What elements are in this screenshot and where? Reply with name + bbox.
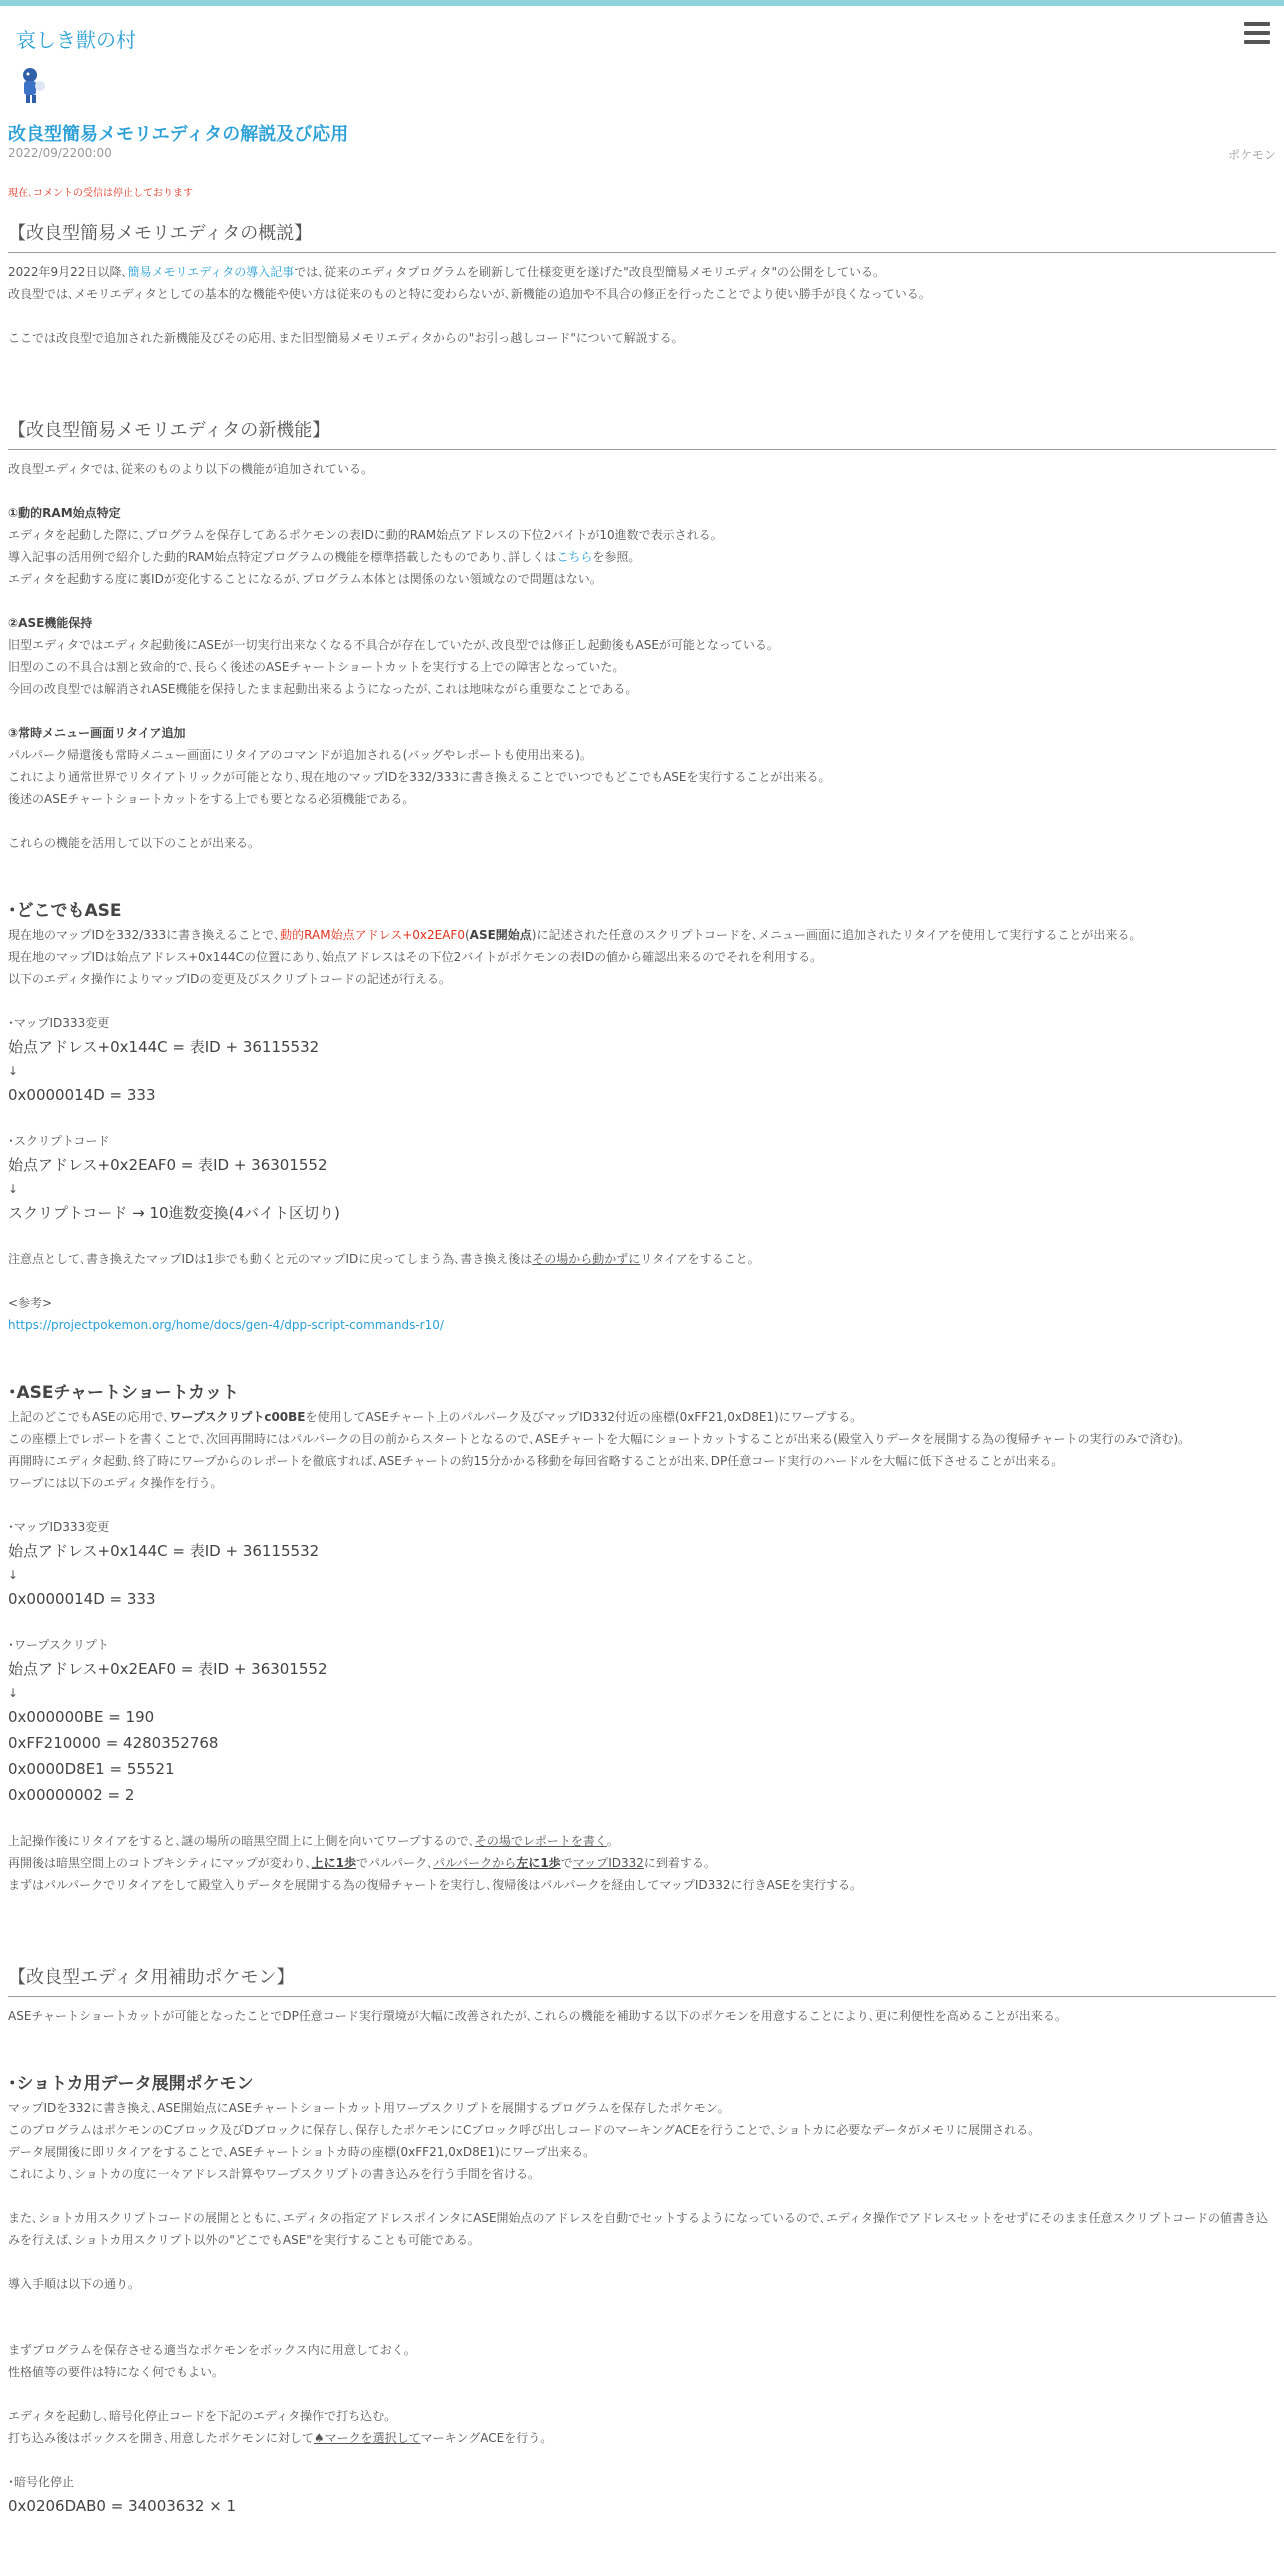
paragraph: 上記操作後にリタイアをすると､謎の場所の暗黒空間上に上側を向いてワープするので､その場でレポートを書く｡ bbox=[8, 1834, 613, 1848]
paragraph: このプログラムはポケモンのCブロック及びDブロックに保存し､保存したポケモンにCブロック呼び出しコードのマーキングACEを行うことで､ショトカに必要なデータがメモリに展開される｡ bbox=[8, 2123, 1035, 2137]
site-header bbox=[0, 6, 1284, 64]
paragraph bbox=[8, 1314, 1276, 1336]
avatar bbox=[16, 66, 50, 106]
arrow: ↓ bbox=[8, 1568, 19, 1582]
code-line: 始点アドレス+0x2EAF0 = 表ID + 36301552 bbox=[8, 1660, 328, 1678]
paragraph: 注意点として､書き換えたマップIDは1歩でも動くと元のマップIDに戻ってしまう為､書き換え後はその場から動かずにリタイアをすること｡ bbox=[8, 1252, 754, 1266]
code-line: 始点アドレス+0x2EAF0 = 表ID + 36301552 bbox=[8, 1156, 328, 1174]
paragraph: この座標上でレポートを書くことで､次回再開時にはパルパークの目の前からスタートとなるので､ASEチャートを大幅にショートカットすることが出来る(殿堂入りデータを展開する為の復帰チャートの実行のみで済む)｡ bbox=[8, 1432, 1185, 1446]
paragraph: 打ち込み後はボックスを開き､用意したポケモンに対して♠マークを選択してマーキングACEを行う｡ bbox=[8, 2431, 547, 2445]
paragraph: 改良型エディタでは､従来のものより以下の機能が追加されている｡ bbox=[8, 462, 368, 476]
paragraph: 改良型では､メモリエディタとしての基本的な機能や使い方は従来のものと特に変わらないが､新機能の追加や不具合の修正を行ったことでより使い勝手が良くなっている｡ bbox=[8, 287, 925, 301]
section-heading-helper-pokemon: 【改良型エディタ用補助ポケモン】 bbox=[8, 1962, 1276, 1997]
paragraph: 後述のASEチャートショートカットをする上でも要となる必須機能である｡ bbox=[8, 792, 409, 806]
hamburger-menu-icon[interactable] bbox=[1244, 22, 1270, 48]
code-line: 0xFF210000 = 4280352768 bbox=[8, 1734, 219, 1752]
paragraph: 導入記事の活用例で紹介した動的RAM始点特定プログラムの機能を標準搭載したものであり､詳しくはこちらを参照｡ bbox=[8, 550, 635, 564]
paragraph: 現在地のマップIDを332/333に書き換えることで､動的RAM始点アドレス+0x2EAF0(ASE開始点)に記述された任意のスクリプトコードを､メニュー画面に追加されたリタイアを使用して実行することが出来る｡ bbox=[8, 928, 1136, 942]
code-line: 0x000000BE = 190 bbox=[8, 1708, 155, 1726]
paragraph: ここでは改良型で追加された新機能及びその応用､また旧型簡易メモリエディタからの"お引っ越しコード"について解説する｡ bbox=[8, 331, 678, 345]
paragraph: パルパーク帰還後も常時メニュー画面にリタイアのコマンドが追加される(バッグやレポートも使用出来る)｡ bbox=[8, 748, 586, 762]
paragraph: 今回の改良型では解消されASE機能を保持したまま起動出来るようになったが､これは地味ながら重要なことである｡ bbox=[8, 682, 632, 696]
paragraph: ASEチャートショートカットが可能となったことでDP任意コード実行環境が大幅に改善されたが､これらの機能を補助する以下のポケモンを用意することにより､更に利便性を高めることが出来る｡ bbox=[8, 2009, 1061, 2023]
paragraph: 旧型エディタではエディタ起動後にASEが一切実行出来なくなる不具合が存在していたが､改良型では修正し起動後もASEが可能となっている｡ bbox=[8, 638, 773, 652]
code-line: 0x0000D8E1 = 55521 bbox=[8, 1760, 175, 1778]
paragraph: ･マップID333変更 bbox=[8, 1520, 110, 1534]
paragraph: ワープには以下のエディタ操作を行う｡ bbox=[8, 1476, 217, 1490]
paragraph: 再開後は暗黒空間上のコトブキシティにマップが変わり､上に1歩でパルパーク､パルパークから左に1歩でマップID332に到着する｡ bbox=[8, 1856, 710, 1870]
post-title: 改良型簡易メモリエディタの解説及び応用 bbox=[8, 124, 349, 145]
paragraph: エディタを起動し､暗号化停止コードを下記のエディタ操作で打ち込む｡ bbox=[8, 2409, 391, 2423]
code-line: 0x0206DAB0 = 34003632 × 1 bbox=[8, 2497, 237, 2515]
site-title-link[interactable]: 哀しき獣の村 bbox=[16, 28, 136, 52]
paragraph: 再開時にエディタ起動､終了時にワープからのレポートを徹底すれば､ASEチャートの約15分かかる移動を毎回省略することが出来､DP任意コード実行のハードルを大幅に低下させることが出来る｡ bbox=[8, 1454, 1058, 1468]
article-body bbox=[8, 218, 1276, 2519]
subsection-heading-anywhere-ase: ･どこでもASE bbox=[8, 901, 122, 921]
paragraph: ･暗号化停止 bbox=[8, 2475, 75, 2489]
comment-notice: 現在､コメントの受信は停止しております bbox=[8, 188, 193, 199]
paragraph: データ展開後に即リタイアをすることで､ASEチャートショトカ時の座標(0xFF21,0xD8E1)にワープ出来る｡ bbox=[8, 2145, 590, 2159]
section-heading-new-features: 【改良型簡易メモリエディタの新機能】 bbox=[8, 415, 1276, 450]
section-heading-overview: 【改良型簡易メモリエディタの概説】 bbox=[8, 218, 1276, 253]
paragraph: これにより通常世界でリタイアトリックが可能となり､現在地のマップIDを332/333に書き換えることでいつでもどこでもASEを実行することが出来る｡ bbox=[8, 770, 825, 784]
paragraph: 現在地のマップIDは始点アドレス+0x144Cの位置にあり､始点アドレスはその下位2バイトがポケモンの表IDの値から確認出来るのでそれを利用する｡ bbox=[8, 950, 817, 964]
code-line: 0x0000014D = 333 bbox=[8, 1590, 156, 1608]
paragraph: 上記のどこでもASEの応用で､ワープスクリプトc00BEを使用してASEチャート上のパルパーク及びマップID332付近の座標(0xFF21,0xD8E1)にワープする｡ bbox=[8, 1410, 857, 1424]
paragraph: 導入手順は以下の通り｡ bbox=[8, 2277, 135, 2291]
paragraph: マップIDを332に書き換え､ASE開始点にASEチャートショートカット用ワープスクリプトを展開するプログラムを保存したポケモン｡ bbox=[8, 2101, 724, 2115]
code-line: 始点アドレス+0x144C = 表ID + 36115532 bbox=[8, 1038, 320, 1056]
arrow: ↓ bbox=[8, 1686, 19, 1700]
feature-title: ①動的RAM始点特定 bbox=[8, 506, 121, 520]
paragraph: エディタを起動する度に裏IDが変化することになるが､プログラム本体とは関係のない領域なので問題はない｡ bbox=[8, 572, 596, 586]
post-date: 2022/09/2200:00 bbox=[8, 146, 112, 160]
details-link[interactable]: こちら bbox=[556, 550, 593, 564]
arrow: ↓ bbox=[8, 1064, 19, 1078]
code-line: 始点アドレス+0x144C = 表ID + 36115532 bbox=[8, 1542, 320, 1560]
editor-intro-link[interactable]: 簡易メモリエディタの導入記事 bbox=[127, 265, 295, 279]
paragraph: まずプログラムを保存させる適当なポケモンをボックス内に用意しておく｡ bbox=[8, 2343, 410, 2357]
paragraph: ･マップID333変更 bbox=[8, 1016, 110, 1030]
reference-link[interactable]: https://projectpokemon.org/home/docs/gen-4/dpp-script-commands-r10/ bbox=[8, 1318, 444, 1332]
paragraph: 以下のエディタ操作によりマップIDの変更及びスクリプトコードの記述が行える｡ bbox=[8, 972, 445, 986]
paragraph: ･スクリプトコード bbox=[8, 1134, 110, 1148]
paragraph: 性格値等の要件は特になく何でもよい｡ bbox=[8, 2365, 219, 2379]
arrow: ↓ bbox=[8, 1182, 19, 1196]
subsection-heading-ase-shortcut: ･ASEチャートショートカット bbox=[8, 1383, 239, 1403]
code-line: スクリプトコード → 10進数変換(4バイト区切り) bbox=[8, 1204, 340, 1222]
feature-title: ③常時メニュー画面リタイア追加 bbox=[8, 726, 186, 740]
paragraph: エディタを起動した際に､プログラムを保存してあるポケモンの表IDに動的RAM始点アドレスの下位2バイトが10進数で表示される｡ bbox=[8, 528, 717, 542]
paragraph: これらの機能を活用して以下のことが出来る｡ bbox=[8, 836, 255, 850]
post-category-link[interactable]: ポケモン bbox=[1227, 148, 1276, 162]
feature-title: ②ASE機能保持 bbox=[8, 616, 93, 630]
reference-label: <参考> bbox=[8, 1296, 53, 1310]
code-line: 0x00000002 = 2 bbox=[8, 1786, 135, 1804]
paragraph: 2022年9月22日以降､簡易メモリエディタの導入記事では､従来のエディタプログラムを刷新して仕様変更を遂げた"改良型簡易メモリエディタ"の公開をしている｡ bbox=[8, 265, 880, 279]
code-line: 0x0000014D = 333 bbox=[8, 1086, 156, 1104]
paragraph: ･ワープスクリプト bbox=[8, 1638, 109, 1652]
paragraph: まずはパルパークでリタイアをして殿堂入りデータを展開する為の復帰チャートを実行し､復帰後はパルパークを経由してマップID332に行きASEを実行する｡ bbox=[8, 1878, 856, 1892]
paragraph: 旧型のこの不具合は割と致命的で､長らく後述のASEチャートショートカットを実行する上での障害となっていた｡ bbox=[8, 660, 619, 674]
subsection-heading-data-pokemon: ･ショトカ用データ展開ポケモン bbox=[8, 2074, 254, 2094]
paragraph: これにより､ショトカの度に一々アドレス計算やワープスクリプトの書き込みを行う手間を省ける｡ bbox=[8, 2167, 534, 2181]
paragraph: また､ショトカ用スクリプトコードの展開とともに､エディタの指定アドレスポインタにASE開始点のアドレスを自動でセットするようになっているので､エディタ操作でアドレスセットをせずにそのまま任意スクリプトコードの値書き込みを行えば､ショトカ用スクリプト以外の"どこでもASE"を実行することも可能である｡ bbox=[8, 2211, 1269, 2247]
